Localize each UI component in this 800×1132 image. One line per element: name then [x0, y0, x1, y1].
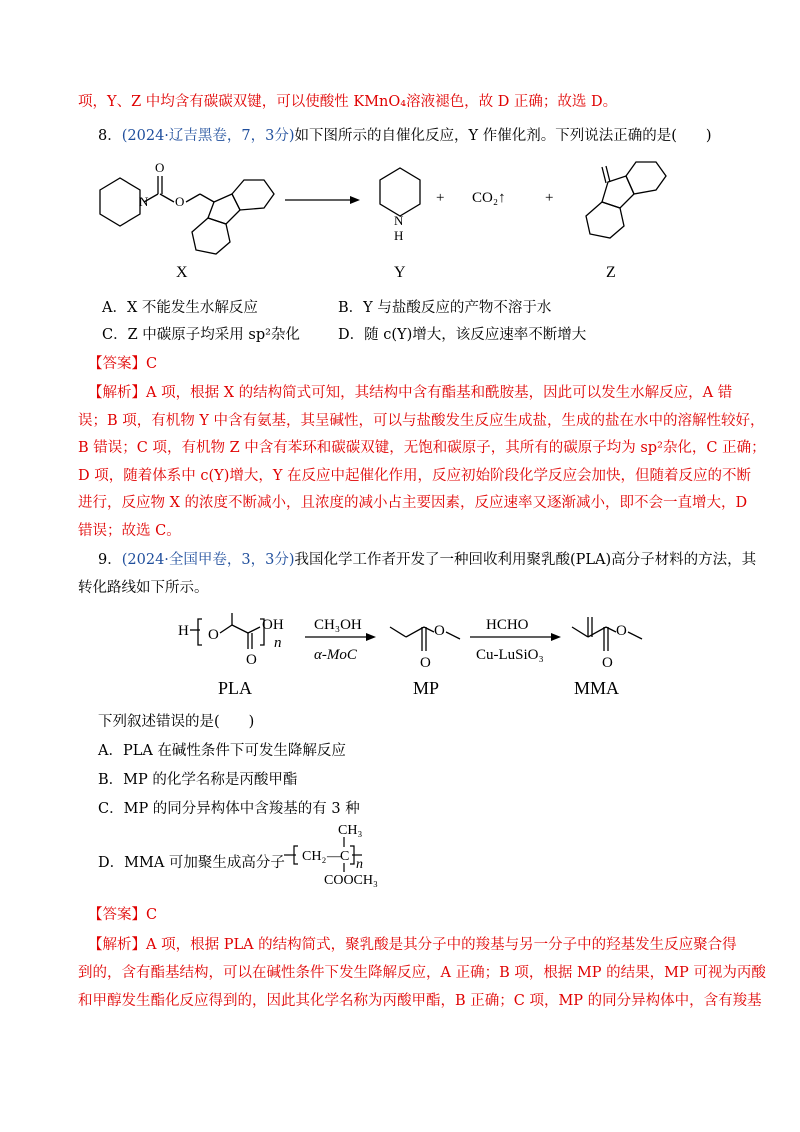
q9-analysis-line-1: 【解析】A 项，根据 PLA 的结构简式，聚乳酸是其分子中的羧基与另一分子中的羟基发生反应聚合得: [88, 937, 737, 953]
plus-sign-1: +: [436, 190, 445, 206]
label-MP: MP: [413, 678, 440, 698]
polymer-n: n: [356, 857, 363, 872]
q8-option-D: D．随 c(Y)增大，该反应速率不断增大: [338, 327, 587, 343]
polymer-dash: —: [327, 849, 341, 864]
co2-label: CO₂↑: [472, 190, 506, 206]
x-upper-benzene: [232, 180, 274, 210]
mma-ester-O: O: [616, 623, 627, 639]
q9-analysis-line-2: 到的，含有酯基结构，可以在碱性条件下发生降解反应，A 正确；B 项，根据 MP 的结果，MP 可视为丙酸: [78, 965, 766, 981]
mp-ester-O: O: [434, 623, 445, 639]
previous-analysis-tail: 项，Y、Z 中均含有碳碳双键，可以使酸性 KMnO₄溶液褪色，故 D 正确；故选 D。: [78, 94, 618, 110]
polymer-c: C: [340, 849, 350, 864]
label-MMA: MMA: [574, 678, 620, 698]
reagent2-bottom: Cu-LuSiO₃: [476, 647, 544, 663]
q8-source: (2024·辽吉黑卷，7，3分): [121, 128, 295, 144]
q9-prompt: 下列叙述错误的是( ): [98, 714, 255, 730]
q8-analysis-line-4: D 项，随着体系中 c(Y)增大，Y 在反应中起催化作用，反应初始阶段化学反应会加快，但随着反应的不断: [78, 468, 752, 484]
q9-analysis-tag: 【解析】: [88, 937, 146, 953]
q8-reaction-arrow: [285, 196, 360, 204]
q9-scheme: [170, 605, 670, 680]
pla-OH: OH: [262, 617, 284, 633]
q8-analysis-line-1: 【解析】A 项，根据 X 的结构简式可知，其结构中含有酯基和酰胺基，因此可以发生水解反应，A 错: [88, 385, 733, 401]
pla-O: O: [208, 627, 219, 643]
label-Y: Y: [394, 264, 406, 281]
q9-answer-tag: 【答案】: [88, 907, 146, 923]
q8-number: 8．: [98, 128, 122, 144]
q8-answer: [88, 354, 157, 374]
q8-analysis-line-3: B 错误；C 项，有机物 Z 中含有苯环和碳碳双键，无饱和碳原子，其所有的碳原子均为 sp²杂化，C 正确；: [78, 440, 766, 456]
polymer-svg: [282, 818, 412, 888]
pla-n: n: [274, 635, 282, 651]
polymer-cooch3: COOCH₃: [324, 873, 378, 888]
y-N-label: N: [394, 213, 404, 228]
y-piperidine-ring: [380, 168, 420, 216]
y-H-label: H: [394, 228, 404, 243]
q9-number: 9．: [98, 552, 122, 568]
mma-carbonyl-O: O: [602, 655, 613, 671]
q8-stem-text: 如下图所示的自催化反应，Y 作催化剂。下列说法正确的是( ): [294, 128, 712, 144]
q8-stem: [98, 126, 712, 146]
q9-analysis-line-3: 和甲醇发生酯化反应得到的，因此其化学名称为丙酸甲酯，B 正确；C 项，MP 的同分异构体中，含有羧基: [78, 993, 762, 1009]
reagent2-top: HCHO: [486, 617, 529, 633]
x-O-carbonyl-label: O: [155, 160, 165, 175]
q8-analysis-line-2: 误；B 项，有机物 Y 中含有氨基，其呈碱性，可以与盐酸发生反应生成盐，生成的盐在水中的溶解性较好，: [78, 413, 765, 429]
q9-option-B: B．MP 的化学名称是丙酸甲酯: [98, 772, 298, 788]
mp-carbonyl-O: O: [420, 655, 431, 671]
q9-source: (2024·全国甲卷，3，3分): [121, 552, 295, 568]
q8-analysis-line-5: 进行，反应物 X 的浓度不断减小，且浓度的减小占主要因素，反应速率又逐渐减小，即不会一直增大，D: [78, 495, 748, 511]
label-Z: Z: [606, 264, 616, 281]
q9-option-C: C．MP 的同分异构体中含羧基的有 3 种: [98, 801, 360, 817]
z-structure: [586, 162, 666, 238]
q8-option-B: B．Y 与盐酸反应的产物不溶于水: [338, 300, 552, 316]
q8-analysis-tag: 【解析】: [88, 385, 146, 401]
arrow2-head: [551, 633, 561, 641]
pla-carbonyl-O: O: [246, 652, 257, 668]
x-lower-benzene: [192, 218, 230, 254]
q8-option-A: A．X 不能发生水解反应: [102, 300, 258, 316]
label-X: X: [176, 264, 188, 281]
q9-stem-line-2: 转化路线如下所示。: [78, 580, 209, 596]
q9-option-A: A．PLA 在碱性条件下可发生降解反应: [98, 743, 346, 759]
q8-analysis-line-6: 错误；故选 C。: [78, 523, 181, 539]
reagent1-top: CH₃OH: [314, 617, 362, 633]
q9-answer: [88, 905, 157, 925]
pla-H: H: [178, 623, 189, 639]
q8-answer-value: C: [146, 356, 158, 372]
plus-sign-2: +: [545, 190, 554, 206]
q9-scheme-svg: [170, 605, 670, 680]
label-PLA: PLA: [218, 678, 253, 698]
q9-stem-line-1: [98, 550, 756, 570]
mma-polymer-structure: [282, 818, 412, 888]
x-piperidine-ring: [100, 178, 140, 226]
x-N-label: N: [139, 194, 149, 209]
q9-answer-value: C: [146, 907, 158, 923]
polymer-ch2: CH₂: [302, 849, 327, 864]
x-O-ester-label: O: [175, 194, 185, 209]
q8-option-C: C．Z 中碳原子均采用 sp²杂化: [102, 327, 300, 343]
q9-stem-text: 我国化学工作者开发了一种回收利用聚乳酸(PLA)高分子材料的方法，其: [294, 552, 757, 568]
q9-option-D: D．MMA 可加聚生成高分子: [98, 855, 285, 871]
polymer-ch3: CH₃: [338, 823, 363, 838]
arrow1-head: [366, 633, 376, 641]
q8-answer-tag: 【答案】: [88, 356, 146, 372]
reagent1-bottom: α-MoC: [314, 647, 357, 663]
